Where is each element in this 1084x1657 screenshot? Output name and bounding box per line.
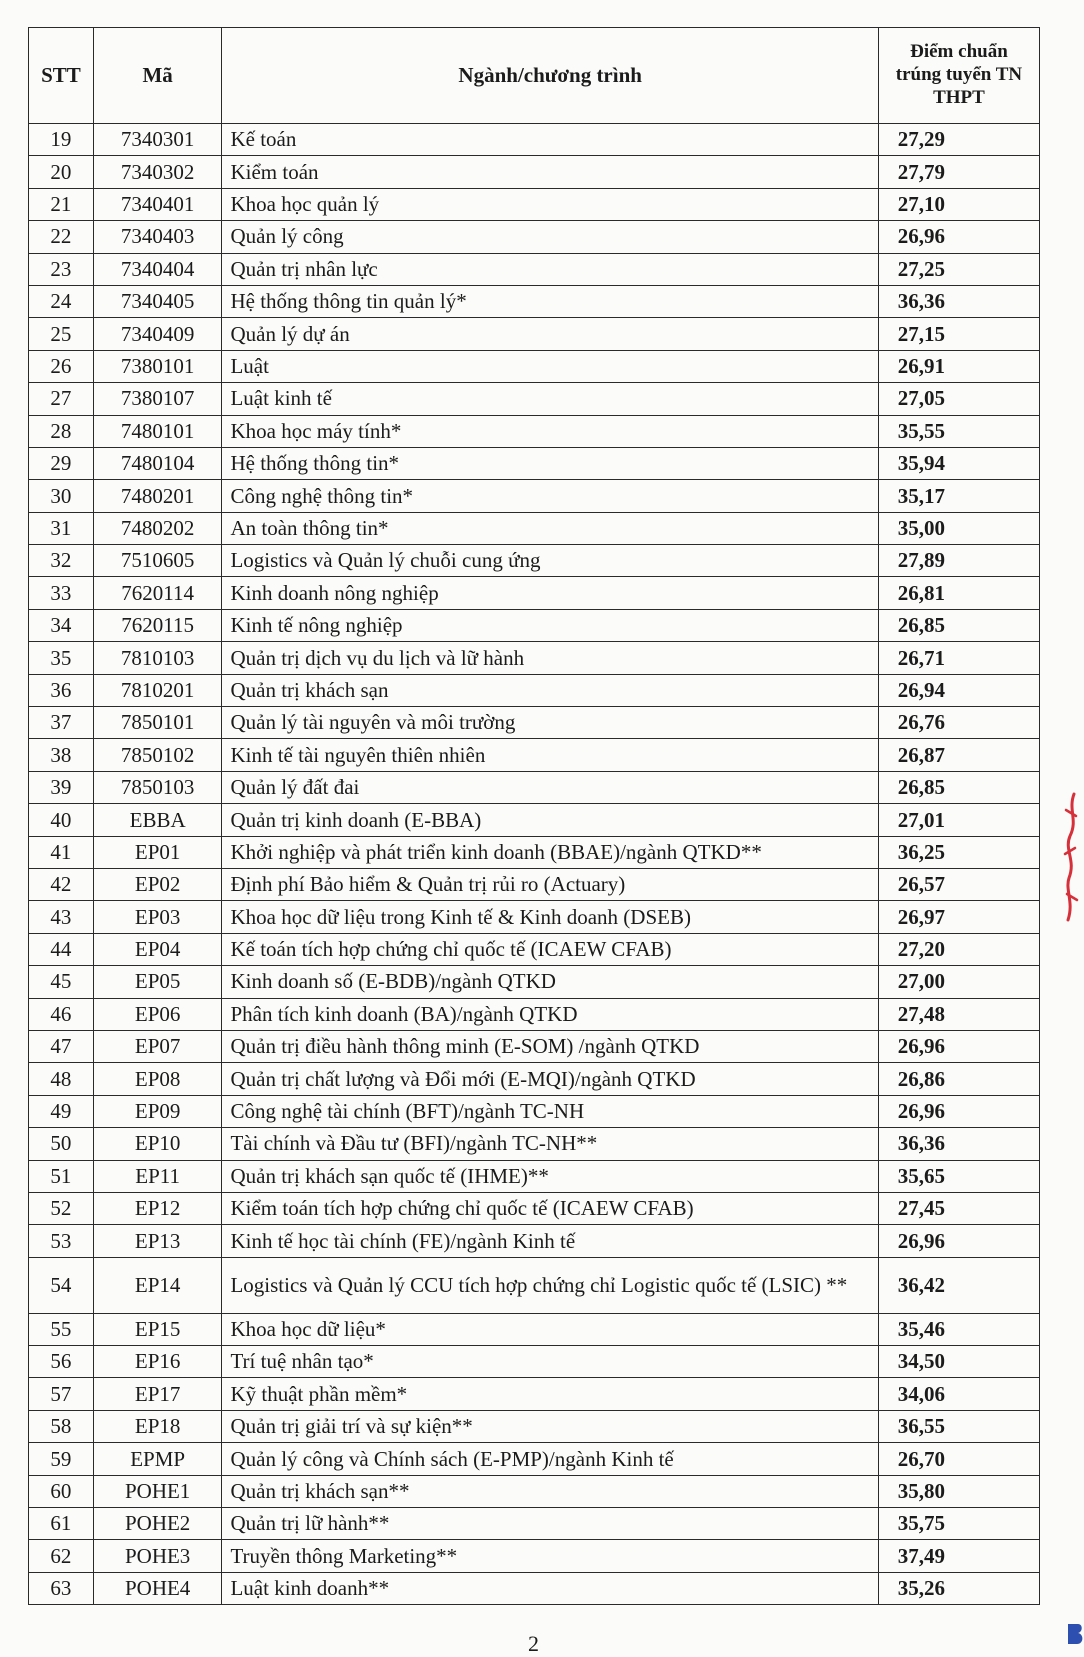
- row-code: EP01: [93, 836, 222, 868]
- table-row: [29, 1378, 1040, 1410]
- header-score: Điểm chuẩn trúng tuyển TN THPT: [878, 28, 1039, 124]
- row-stt: 55: [29, 1313, 94, 1345]
- table-row: [29, 350, 1040, 382]
- row-score: 26,76: [878, 707, 1039, 739]
- table-row: [29, 868, 1040, 900]
- row-stt: 53: [29, 1225, 94, 1257]
- row-code: EP08: [93, 1063, 222, 1095]
- row-code: 7340401: [93, 188, 222, 220]
- row-stt: 19: [29, 124, 94, 156]
- row-major: Phân tích kinh doanh (BA)/ngành QTKD: [222, 998, 878, 1030]
- row-major: Quản trị khách sạn**: [222, 1475, 878, 1507]
- row-code: POHE3: [93, 1540, 222, 1572]
- row-major: Kiểm toán tích hợp chứng chỉ quốc tế (ICAEW CFAB): [222, 1192, 878, 1224]
- row-major: Kế toán tích hợp chứng chỉ quốc tế (ICAEW CFAB): [222, 933, 878, 965]
- row-score: 27,29: [878, 124, 1039, 156]
- row-code: EP06: [93, 998, 222, 1030]
- table-row: [29, 253, 1040, 285]
- row-stt: 49: [29, 1095, 94, 1127]
- row-stt: 54: [29, 1257, 94, 1313]
- table-row: [29, 1346, 1040, 1378]
- row-score: 36,36: [878, 285, 1039, 317]
- row-major: Khoa học dữ liệu trong Kinh tế & Kinh doanh (DSEB): [222, 901, 878, 933]
- row-major: Quản lý đất đai: [222, 771, 878, 803]
- row-major: Kinh doanh nông nghiệp: [222, 577, 878, 609]
- row-code: 7850103: [93, 771, 222, 803]
- row-code: EPMP: [93, 1443, 222, 1475]
- row-score: 27,05: [878, 383, 1039, 415]
- row-stt: 33: [29, 577, 94, 609]
- row-score: 35,75: [878, 1508, 1039, 1540]
- row-stt: 52: [29, 1192, 94, 1224]
- row-code: EP12: [93, 1192, 222, 1224]
- table-row: [29, 124, 1040, 156]
- row-major: Quản trị khách sạn: [222, 674, 878, 706]
- row-major: Quản trị dịch vụ du lịch và lữ hành: [222, 642, 878, 674]
- row-stt: 42: [29, 868, 94, 900]
- row-code: 7850101: [93, 707, 222, 739]
- row-score: 27,10: [878, 188, 1039, 220]
- table-row: [29, 966, 1040, 998]
- row-code: EP14: [93, 1257, 222, 1313]
- row-score: 26,70: [878, 1443, 1039, 1475]
- row-stt: 38: [29, 739, 94, 771]
- row-code: 7810201: [93, 674, 222, 706]
- row-major: Logistics và Quản lý CCU tích hợp chứng chỉ Logistic quốc tế (LSIC) **: [222, 1257, 878, 1313]
- row-major: Khoa học quản lý: [222, 188, 878, 220]
- row-major: Kiểm toán: [222, 156, 878, 188]
- row-stt: 61: [29, 1508, 94, 1540]
- table-row: [29, 480, 1040, 512]
- row-code: POHE2: [93, 1508, 222, 1540]
- row-major: Khởi nghiệp và phát triển kinh doanh (BBAE)/ngành QTKD**: [222, 836, 878, 868]
- row-stt: 20: [29, 156, 94, 188]
- header-major: Ngành/chương trình: [222, 28, 878, 124]
- row-stt: 35: [29, 642, 94, 674]
- table-body: [29, 124, 1040, 1605]
- row-stt: 44: [29, 933, 94, 965]
- table-row: [29, 577, 1040, 609]
- row-major: Khoa học dữ liệu*: [222, 1313, 878, 1345]
- row-major: Hệ thống thông tin quản lý*: [222, 285, 878, 317]
- red-signature-mark: [1060, 790, 1082, 930]
- row-stt: 56: [29, 1346, 94, 1378]
- row-code: 7340302: [93, 156, 222, 188]
- row-stt: 23: [29, 253, 94, 285]
- table-row: [29, 1128, 1040, 1160]
- row-stt: 58: [29, 1410, 94, 1442]
- row-stt: 51: [29, 1160, 94, 1192]
- row-major: Khoa học máy tính*: [222, 415, 878, 447]
- row-score: 35,80: [878, 1475, 1039, 1507]
- table-row: [29, 545, 1040, 577]
- corner-logo-mark: [1064, 1620, 1084, 1648]
- row-score: 26,94: [878, 674, 1039, 706]
- table-row: [29, 1410, 1040, 1442]
- row-code: 7480202: [93, 512, 222, 544]
- row-major: Công nghệ thông tin*: [222, 480, 878, 512]
- row-major: Quản trị giải trí và sự kiện**: [222, 1410, 878, 1442]
- row-score: 27,45: [878, 1192, 1039, 1224]
- row-major: Kinh doanh số (E-BDB)/ngành QTKD: [222, 966, 878, 998]
- table-row: [29, 771, 1040, 803]
- table-row: [29, 1508, 1040, 1540]
- row-stt: 45: [29, 966, 94, 998]
- page-number: 2: [528, 1631, 539, 1656]
- table-row: [29, 415, 1040, 447]
- row-score: 35,17: [878, 480, 1039, 512]
- row-stt: 62: [29, 1540, 94, 1572]
- row-code: EP15: [93, 1313, 222, 1345]
- row-score: 36,55: [878, 1410, 1039, 1442]
- row-code: POHE1: [93, 1475, 222, 1507]
- row-score: 26,91: [878, 350, 1039, 382]
- row-score: 26,85: [878, 771, 1039, 803]
- row-score: 26,96: [878, 1030, 1039, 1062]
- row-score: 26,81: [878, 577, 1039, 609]
- row-major: Quản trị kinh doanh (E-BBA): [222, 804, 878, 836]
- row-score: 27,15: [878, 318, 1039, 350]
- row-major: Quản trị chất lượng và Đổi mới (E-MQI)/ngành QTKD: [222, 1063, 878, 1095]
- row-code: 7380107: [93, 383, 222, 415]
- table-row: [29, 674, 1040, 706]
- table-row: [29, 447, 1040, 479]
- row-stt: 39: [29, 771, 94, 803]
- row-score: 26,71: [878, 642, 1039, 674]
- row-stt: 36: [29, 674, 94, 706]
- row-major: Quản trị điều hành thông minh (E-SOM) /ngành QTKD: [222, 1030, 878, 1062]
- row-code: EP10: [93, 1128, 222, 1160]
- row-code: EP03: [93, 901, 222, 933]
- table-row: [29, 1192, 1040, 1224]
- table-row: [29, 1572, 1040, 1604]
- row-code: 7510605: [93, 545, 222, 577]
- row-stt: 46: [29, 998, 94, 1030]
- table-row: [29, 804, 1040, 836]
- table-row: [29, 642, 1040, 674]
- table-row: [29, 1475, 1040, 1507]
- row-major: Luật kinh tế: [222, 383, 878, 415]
- row-score: 26,96: [878, 221, 1039, 253]
- table-row: [29, 609, 1040, 641]
- row-major: Kỹ thuật phần mềm*: [222, 1378, 878, 1410]
- table-row: [29, 318, 1040, 350]
- row-stt: 63: [29, 1572, 94, 1604]
- row-major: Công nghệ tài chính (BFT)/ngành TC-NH: [222, 1095, 878, 1127]
- row-major: Quản trị lữ hành**: [222, 1508, 878, 1540]
- row-code: EP09: [93, 1095, 222, 1127]
- row-major: Định phí Bảo hiểm & Quản trị rủi ro (Actuary): [222, 868, 878, 900]
- row-score: 36,36: [878, 1128, 1039, 1160]
- table-row: [29, 707, 1040, 739]
- row-stt: 41: [29, 836, 94, 868]
- row-code: EP02: [93, 868, 222, 900]
- row-major: Kinh tế học tài chính (FE)/ngành Kinh tế: [222, 1225, 878, 1257]
- row-code: EP13: [93, 1225, 222, 1257]
- table-row: [29, 933, 1040, 965]
- row-score: 36,25: [878, 836, 1039, 868]
- row-stt: 30: [29, 480, 94, 512]
- row-code: POHE4: [93, 1572, 222, 1604]
- row-score: 27,89: [878, 545, 1039, 577]
- row-score: 34,06: [878, 1378, 1039, 1410]
- table-row: [29, 1063, 1040, 1095]
- table-row: [29, 1030, 1040, 1062]
- row-major: Quản lý tài nguyên và môi trường: [222, 707, 878, 739]
- table-row: [29, 285, 1040, 317]
- table-row: [29, 1540, 1040, 1572]
- row-code: 7620114: [93, 577, 222, 609]
- row-major: Kinh tế tài nguyên thiên nhiên: [222, 739, 878, 771]
- row-score: 35,94: [878, 447, 1039, 479]
- row-score: 26,87: [878, 739, 1039, 771]
- row-score: 26,86: [878, 1063, 1039, 1095]
- table-header-row: [29, 28, 1040, 124]
- row-stt: 59: [29, 1443, 94, 1475]
- table-row: [29, 188, 1040, 220]
- table-row: [29, 1257, 1040, 1313]
- row-major: Kinh tế nông nghiệp: [222, 609, 878, 641]
- row-code: EP18: [93, 1410, 222, 1442]
- row-major: Luật: [222, 350, 878, 382]
- row-stt: 47: [29, 1030, 94, 1062]
- row-score: 35,26: [878, 1572, 1039, 1604]
- row-code: 7340405: [93, 285, 222, 317]
- row-code: EBBA: [93, 804, 222, 836]
- row-stt: 50: [29, 1128, 94, 1160]
- row-major: Quản lý dự án: [222, 318, 878, 350]
- row-stt: 26: [29, 350, 94, 382]
- row-score: 27,20: [878, 933, 1039, 965]
- row-score: 27,79: [878, 156, 1039, 188]
- row-stt: 40: [29, 804, 94, 836]
- row-code: 7340403: [93, 221, 222, 253]
- row-stt: 60: [29, 1475, 94, 1507]
- row-score: 26,96: [878, 1225, 1039, 1257]
- row-score: 27,25: [878, 253, 1039, 285]
- row-code: 7480101: [93, 415, 222, 447]
- row-stt: 25: [29, 318, 94, 350]
- row-score: 27,01: [878, 804, 1039, 836]
- row-code: 7850102: [93, 739, 222, 771]
- row-stt: 43: [29, 901, 94, 933]
- table-row: [29, 739, 1040, 771]
- table-row: [29, 383, 1040, 415]
- row-code: EP05: [93, 966, 222, 998]
- row-major: Trí tuệ nhân tạo*: [222, 1346, 878, 1378]
- row-score: 35,65: [878, 1160, 1039, 1192]
- row-stt: 29: [29, 447, 94, 479]
- row-major: Quản trị khách sạn quốc tế (IHME)**: [222, 1160, 878, 1192]
- row-stt: 57: [29, 1378, 94, 1410]
- row-score: 26,57: [878, 868, 1039, 900]
- table-row: [29, 156, 1040, 188]
- admission-score-table: [28, 27, 1040, 1605]
- row-major: Hệ thống thông tin*: [222, 447, 878, 479]
- table-row: [29, 836, 1040, 868]
- row-stt: 21: [29, 188, 94, 220]
- row-major: Logistics và Quản lý chuỗi cung ứng: [222, 545, 878, 577]
- row-major: Luật kinh doanh**: [222, 1572, 878, 1604]
- table-row: [29, 1225, 1040, 1257]
- row-code: 7620115: [93, 609, 222, 641]
- row-stt: 48: [29, 1063, 94, 1095]
- row-score: 27,48: [878, 998, 1039, 1030]
- row-score: 26,97: [878, 901, 1039, 933]
- table-row: [29, 998, 1040, 1030]
- row-major: Kế toán: [222, 124, 878, 156]
- row-code: EP07: [93, 1030, 222, 1062]
- row-stt: 27: [29, 383, 94, 415]
- row-major: An toàn thông tin*: [222, 512, 878, 544]
- row-score: 36,42: [878, 1257, 1039, 1313]
- row-major: Truyền thông Marketing**: [222, 1540, 878, 1572]
- row-code: 7480201: [93, 480, 222, 512]
- row-stt: 22: [29, 221, 94, 253]
- row-code: 7480104: [93, 447, 222, 479]
- row-stt: 37: [29, 707, 94, 739]
- row-score: 34,50: [878, 1346, 1039, 1378]
- row-major: Quản trị nhân lực: [222, 253, 878, 285]
- row-score: 26,96: [878, 1095, 1039, 1127]
- row-code: 7340404: [93, 253, 222, 285]
- table-row: [29, 1313, 1040, 1345]
- table-row: [29, 512, 1040, 544]
- row-major: Quản lý công: [222, 221, 878, 253]
- row-score: 27,00: [878, 966, 1039, 998]
- row-score: 37,49: [878, 1540, 1039, 1572]
- row-code: 7380101: [93, 350, 222, 382]
- table-row: [29, 1443, 1040, 1475]
- row-code: 7810103: [93, 642, 222, 674]
- row-code: EP11: [93, 1160, 222, 1192]
- table-row: [29, 221, 1040, 253]
- row-stt: 34: [29, 609, 94, 641]
- row-score: 35,55: [878, 415, 1039, 447]
- row-code: 7340301: [93, 124, 222, 156]
- row-code: 7340409: [93, 318, 222, 350]
- row-code: EP17: [93, 1378, 222, 1410]
- header-code: Mã: [93, 28, 222, 124]
- table-row: [29, 1095, 1040, 1127]
- row-score: 35,00: [878, 512, 1039, 544]
- row-stt: 24: [29, 285, 94, 317]
- row-major: Tài chính và Đầu tư (BFI)/ngành TC-NH**: [222, 1128, 878, 1160]
- table-row: [29, 1160, 1040, 1192]
- row-code: EP04: [93, 933, 222, 965]
- row-stt: 31: [29, 512, 94, 544]
- row-code: EP16: [93, 1346, 222, 1378]
- row-stt: 32: [29, 545, 94, 577]
- row-score: 35,46: [878, 1313, 1039, 1345]
- table-row: [29, 901, 1040, 933]
- row-major: Quản lý công và Chính sách (E-PMP)/ngành Kinh tế: [222, 1443, 878, 1475]
- row-stt: 28: [29, 415, 94, 447]
- row-score: 26,85: [878, 609, 1039, 641]
- header-stt: STT: [29, 28, 94, 124]
